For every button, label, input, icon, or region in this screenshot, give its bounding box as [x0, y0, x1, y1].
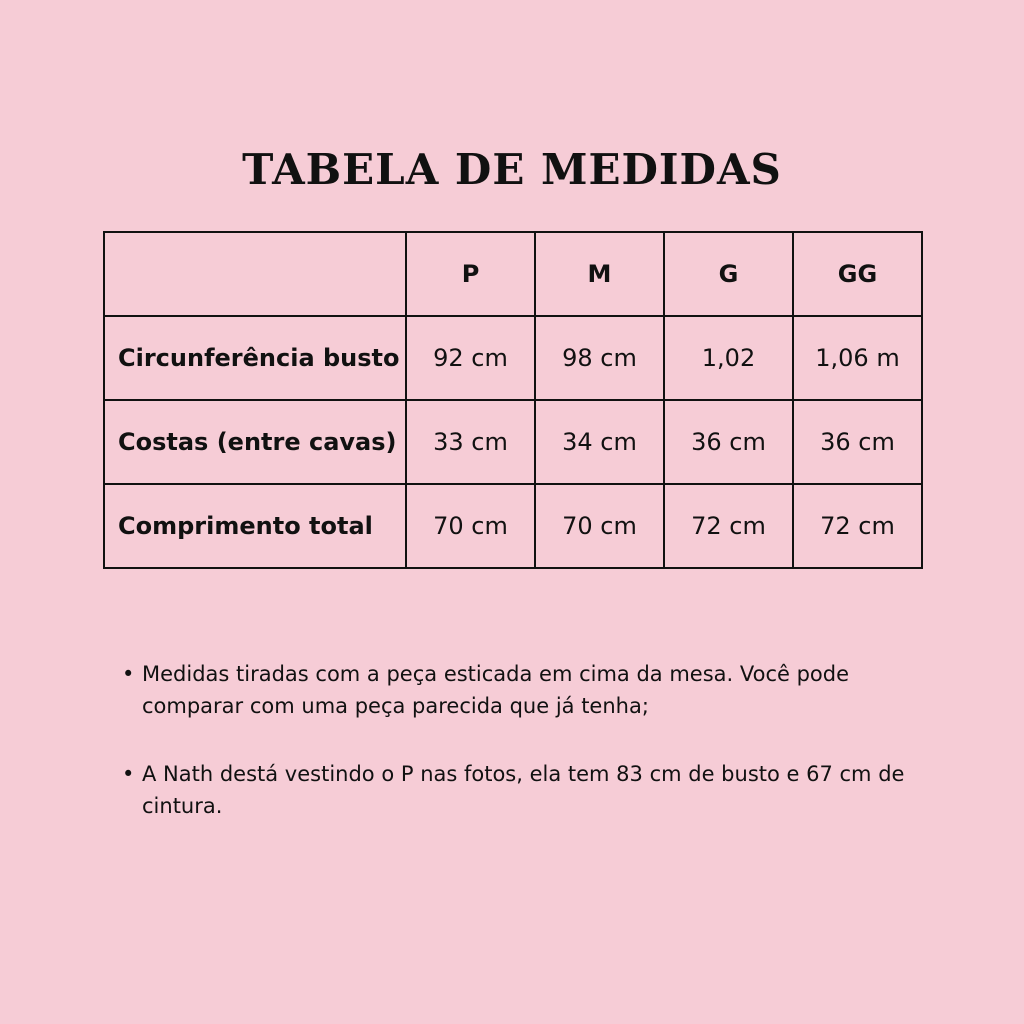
header-size-p: P — [406, 232, 535, 316]
bullet-icon: • — [122, 762, 135, 786]
row-label: Costas (entre cavas) — [104, 400, 406, 484]
table-cell: 72 cm — [793, 484, 922, 568]
table-header-row — [104, 232, 922, 316]
table-cell: 92 cm — [406, 316, 535, 400]
table-cell: 1,02 — [664, 316, 793, 400]
note-text: Medidas tiradas com a peça esticada em cima da mesa. Você pode comparar com uma peça parecida que já tenha; — [142, 662, 850, 718]
header-size-gg: GG — [793, 232, 922, 316]
table-cell: 34 cm — [535, 400, 664, 484]
bullet-icon: • — [122, 662, 135, 686]
table-cell: 70 cm — [535, 484, 664, 568]
table-cell: 36 cm — [793, 400, 922, 484]
size-table — [103, 231, 923, 569]
header-empty-cell — [104, 232, 406, 316]
header-size-m: M — [535, 232, 664, 316]
notes-list — [118, 658, 938, 858]
table-cell: 70 cm — [406, 484, 535, 568]
table-cell: 1,06 m — [793, 316, 922, 400]
table-cell: 33 cm — [406, 400, 535, 484]
table-cell: 72 cm — [664, 484, 793, 568]
table-cell: 98 cm — [535, 316, 664, 400]
row-label: Circunferência busto — [104, 316, 406, 400]
note-text: A Nath destá vestindo o P nas fotos, ela tem 83 cm de busto e 67 cm de cintura. — [142, 762, 905, 818]
list-item — [118, 658, 938, 722]
table-row — [104, 316, 922, 400]
list-item — [118, 758, 938, 822]
table-cell: 36 cm — [664, 400, 793, 484]
row-label: Comprimento total — [104, 484, 406, 568]
page-title: TABELA DE MEDIDAS — [242, 145, 782, 195]
header-size-g: G — [664, 232, 793, 316]
table-row — [104, 484, 922, 568]
table-row — [104, 400, 922, 484]
